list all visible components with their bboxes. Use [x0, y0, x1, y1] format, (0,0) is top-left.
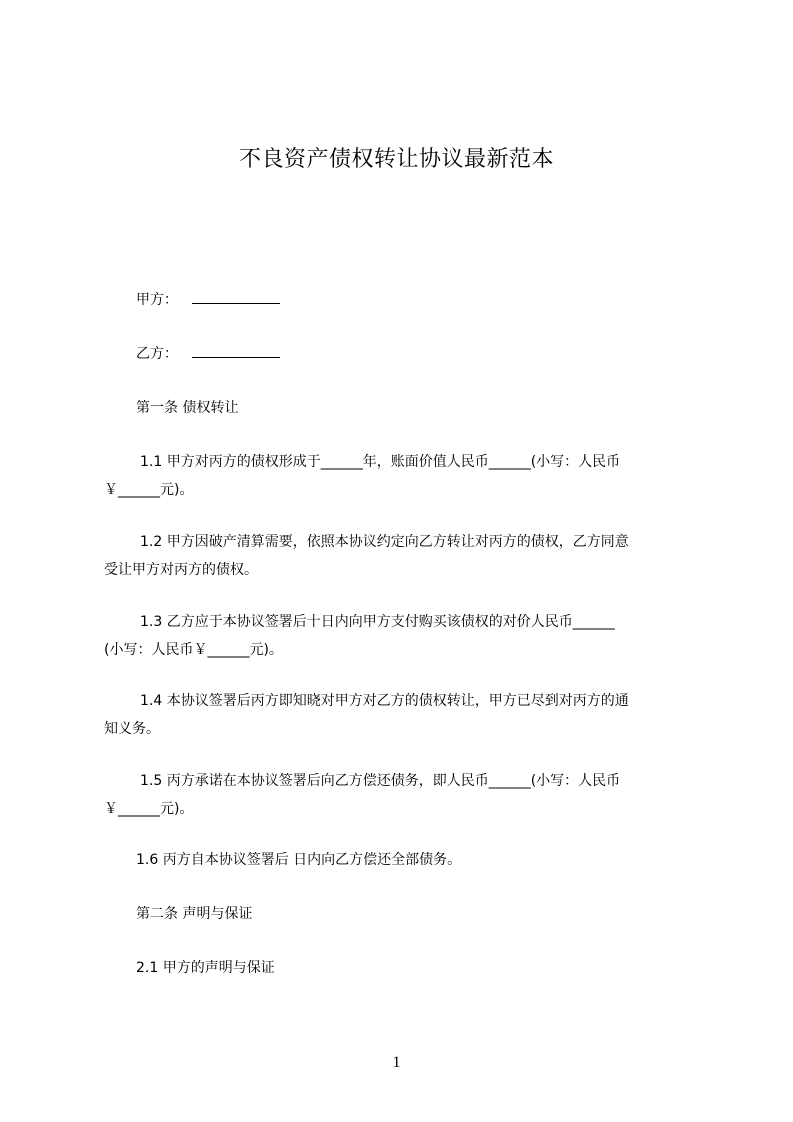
party-a-label: 甲方： — [136, 292, 178, 308]
page-number: 1 — [392, 1054, 401, 1071]
party-b-line — [136, 338, 280, 370]
article-2-heading: 第二条 声明与保证 — [136, 906, 253, 922]
party-b-label: 乙方： — [136, 346, 178, 362]
clause-1-5-line-1: 1.5 丙方承诺在本协议签署后向乙方偿还债务，即人民币______(小写：人民币 — [140, 773, 621, 789]
clause-1-3-line-1: 1.3 乙方应于本协议签署后十日内向甲方支付购买该债权的对价人民币______ — [140, 614, 615, 630]
clause-1-2-line-1: 1.2 甲方因破产清算需要，依照本协议约定向乙方转让对丙方的债权，乙方同意 — [140, 534, 629, 550]
document-title: 不良资产债权转让协议最新范本 — [238, 147, 554, 172]
clause-1-2-line-2: 受让甲方对丙方的债权。 — [104, 562, 258, 578]
clause-2-1-line-1: 2.1 甲方的声明与保证 — [136, 960, 275, 976]
party-a-line — [136, 284, 280, 316]
clause-1-3-line-2: (小写：人民币￥______元)。 — [104, 642, 283, 658]
clause-1-4-line-1: 1.4 本协议签署后丙方即知晓对甲方对乙方的债权转让，甲方已尽到对丙方的通 — [140, 693, 629, 709]
party-b-blank — [192, 342, 280, 358]
article-1-heading: 第一条 债权转让 — [136, 400, 239, 416]
clause-1-1-line-1: 1.1 甲方对丙方的债权形成于______年，账面价值人民币______(小写：人民币 — [140, 454, 621, 470]
clause-1-4-line-2: 知义务。 — [104, 721, 160, 737]
clause-1-6-line-1: 1.6 丙方自本协议签署后 日内向乙方偿还全部债务。 — [136, 852, 462, 868]
party-a-blank — [192, 288, 280, 304]
clause-1-1-line-2: ￥______元)。 — [104, 482, 194, 498]
clause-1-5-line-2: ￥______元)。 — [104, 801, 194, 817]
